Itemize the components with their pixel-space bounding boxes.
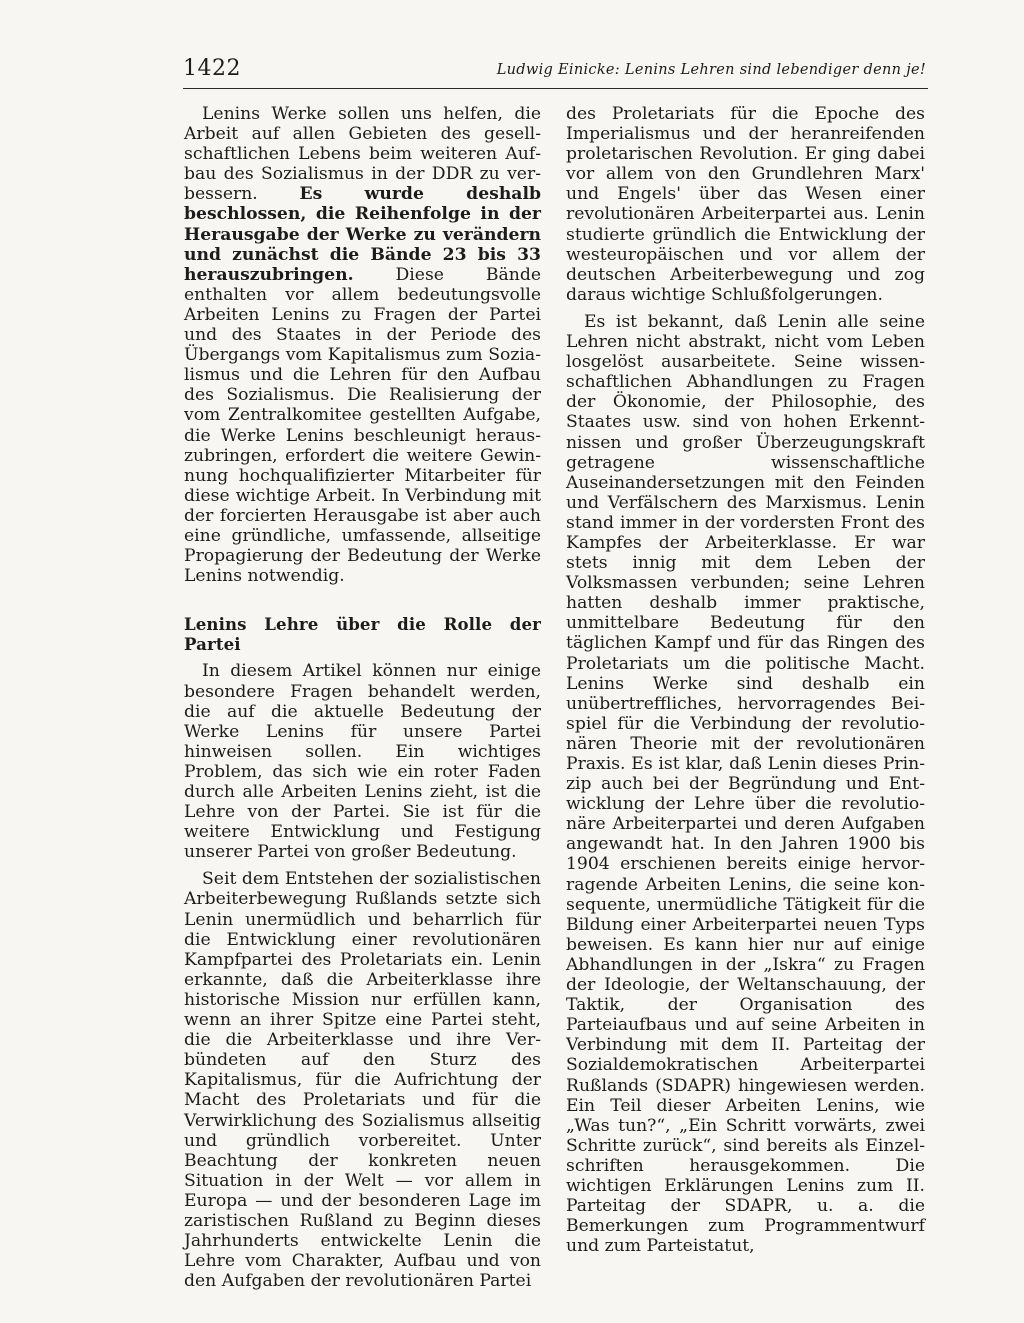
right-column [566, 104, 925, 1256]
paragraph: des Proletariats für die Epoche des Imperialismus und der heranreifenden proletarischen Revolution. Er ging dabei vor allem von den Grundlehren Marx' und Engels' über das Wesen einer revolutionären Arbeiterpartei aus. Lenin studierte gründlich die Entwicklung der westeuropäischen und vor allem der deutschen Arbeiterbewegung und zog daraus wichtige Schlußfolgerungen. [566, 104, 925, 305]
paragraph: In diesem Artikel können nur einige besondere Fragen behandelt werden, die auf die aktuelle Bedeutung der Werke Lenins für unsere Partei hinweisen sollen. Ein wichtiges Problem, das sich wie ein roter Faden durch alle Arbeiten Lenins zieht, ist die Lehre von der Partei. Sie ist für die weitere Entwicklung und Festigung unserer Partei von großer Bedeutung. [184, 661, 541, 863]
emphasized-text: Es wurde deshalb beschlossen, die Reihenfolge in der Herausgabe der Werke zu verändern und zunächst die Bände 23 bis 33 herauszubringen. [184, 184, 541, 285]
paragraph: Seit dem Entstehen der sozialistischen Arbeiterbewegung Rußlands setzte sich Lenin unermüdlich und beharrlich für die Entwicklung einer revolutionären Kampfpartei des Proletariats ein. Lenin erkannte, daß die Arbeiterklasse ihre historische Mission nur erfüllen kann, wenn an ihrer Spitze eine Partei steht, die die Arbeiterklasse und ihre Verbündeten auf den Sturz des Kapitalismus, für die Aufrichtung der Macht des Proletariats und für die Verwirklichung des Sozialismus allseitig und gründlich vorbereitet. Unter Beachtung der konkreten neuen Situation in der Welt — vor allem in Europa — und der besonderen Lage im zaristischen Rußland zu Beginn dieses Jahrhunderts entwickelte Lenin die Lehre vom Charakter, Aufbau und von den Aufgaben der revolutionären Partei [184, 869, 541, 1292]
paragraph: Es ist bekannt, daß Lenin alle seine Lehren nicht abstrakt, nicht vom Leben losgelöst ausarbeitete. Seine wissenschaftlichen Abhandlungen zu Fragen der Ökonomie, der Philosophie, des Staates usw. sind von hohen Erkenntnissen und großer Überzeugungskraft getragene wissenschaftliche Auseinandersetzungen mit den Feinden und Verfälschern des Marxismus. Lenin stand immer in der vordersten Front des Kampfes der Arbeiterklasse. Er war stets innig mit dem Leben der Volksmassen verbunden; seine Lehren hatten deshalb immer praktische, unmittelbare Bedeutung für den täglichen Kampf und für das Ringen des Proletariats um die politische Macht. Lenins Werke sind deshalb ein unübertreffliches, hervorragendes Beispiel für die Verbindung der revolutionären Theorie mit der revolutionären Praxis. Es ist klar, daß Lenin dieses Prinzip auch bei der Begründung und Entwicklung der Lehre über die revolutionäre Arbeiterpartei und deren Aufgaben angewandt hat. In den Jahren 1900 bis 1904 erschienen bereits einige hervorragende Arbeiten Lenins, die seine konsequente, unermüdliche Tätigkeit für die Bildung einer Arbeiterpartei neuen Typs beweisen. Es kann hier nur auf einige Abhandlungen in der „Iskra“ zu Fragen der Ideologie, der Weltanschauung, der Taktik, der Organisation des Parteiaufbaus und auf seine Arbeiten in Verbindung mit dem II. Parteitag der Sozialdemokratischen Arbeiterpartei Rußlands (SDAPR) hingewiesen werden. Ein Teil dieser Arbeiten Lenins, wie „Was tun?“, „Ein Schritt vorwärts, zwei Schritte zurück“, sind bereits als Einzelschriften herausgekommen. Die wichtigen Erklärungen Lenins zum II. Parteitag der SDAPR, u. a. die Bemerkungen zum Programmentwurf und zum Parteistatut, [566, 311, 925, 1257]
paragraph [184, 104, 541, 586]
page-number: 1422 [183, 56, 241, 81]
left-column [184, 104, 541, 1291]
running-head: Ludwig Einicke: Lenins Lehren sind lebendiger denn je! [496, 62, 926, 78]
paragraph-text: Lenins Werke sollen uns helfen, die Arbeit auf allen Gebieten des gesellschaftlichen Lebens beim weiteren Aufbau des Sozialismus in der DDR zu verbessern. [184, 104, 541, 205]
paragraph-text: Diese Bände enthalten vor allem bedeutungsvolle Arbeiten Lenins zu Fragen der Partei und des Staates in der Periode des Übergangs vom Kapitalismus zum Sozialismus und die Lehren für den Aufbau des Sozialismus. Die Realisierung der vom Zentralkomitee gestellten Aufgabe, die Werke Lenins beschleunigt herauszubringen, erfordert die weitere Gewinnung hochqualifizierter Mitarbeiter für diese wichtige Arbeit. In Verbindung mit der forcierten Herausgabe ist aber auch eine gründliche, umfassende, allseitige Propagierung der Bedeutung der Werke Lenins notwendig. [184, 264, 541, 587]
section-heading: Lenins Lehre über die Rolle der Partei [184, 614, 541, 655]
header-rule [183, 88, 928, 89]
